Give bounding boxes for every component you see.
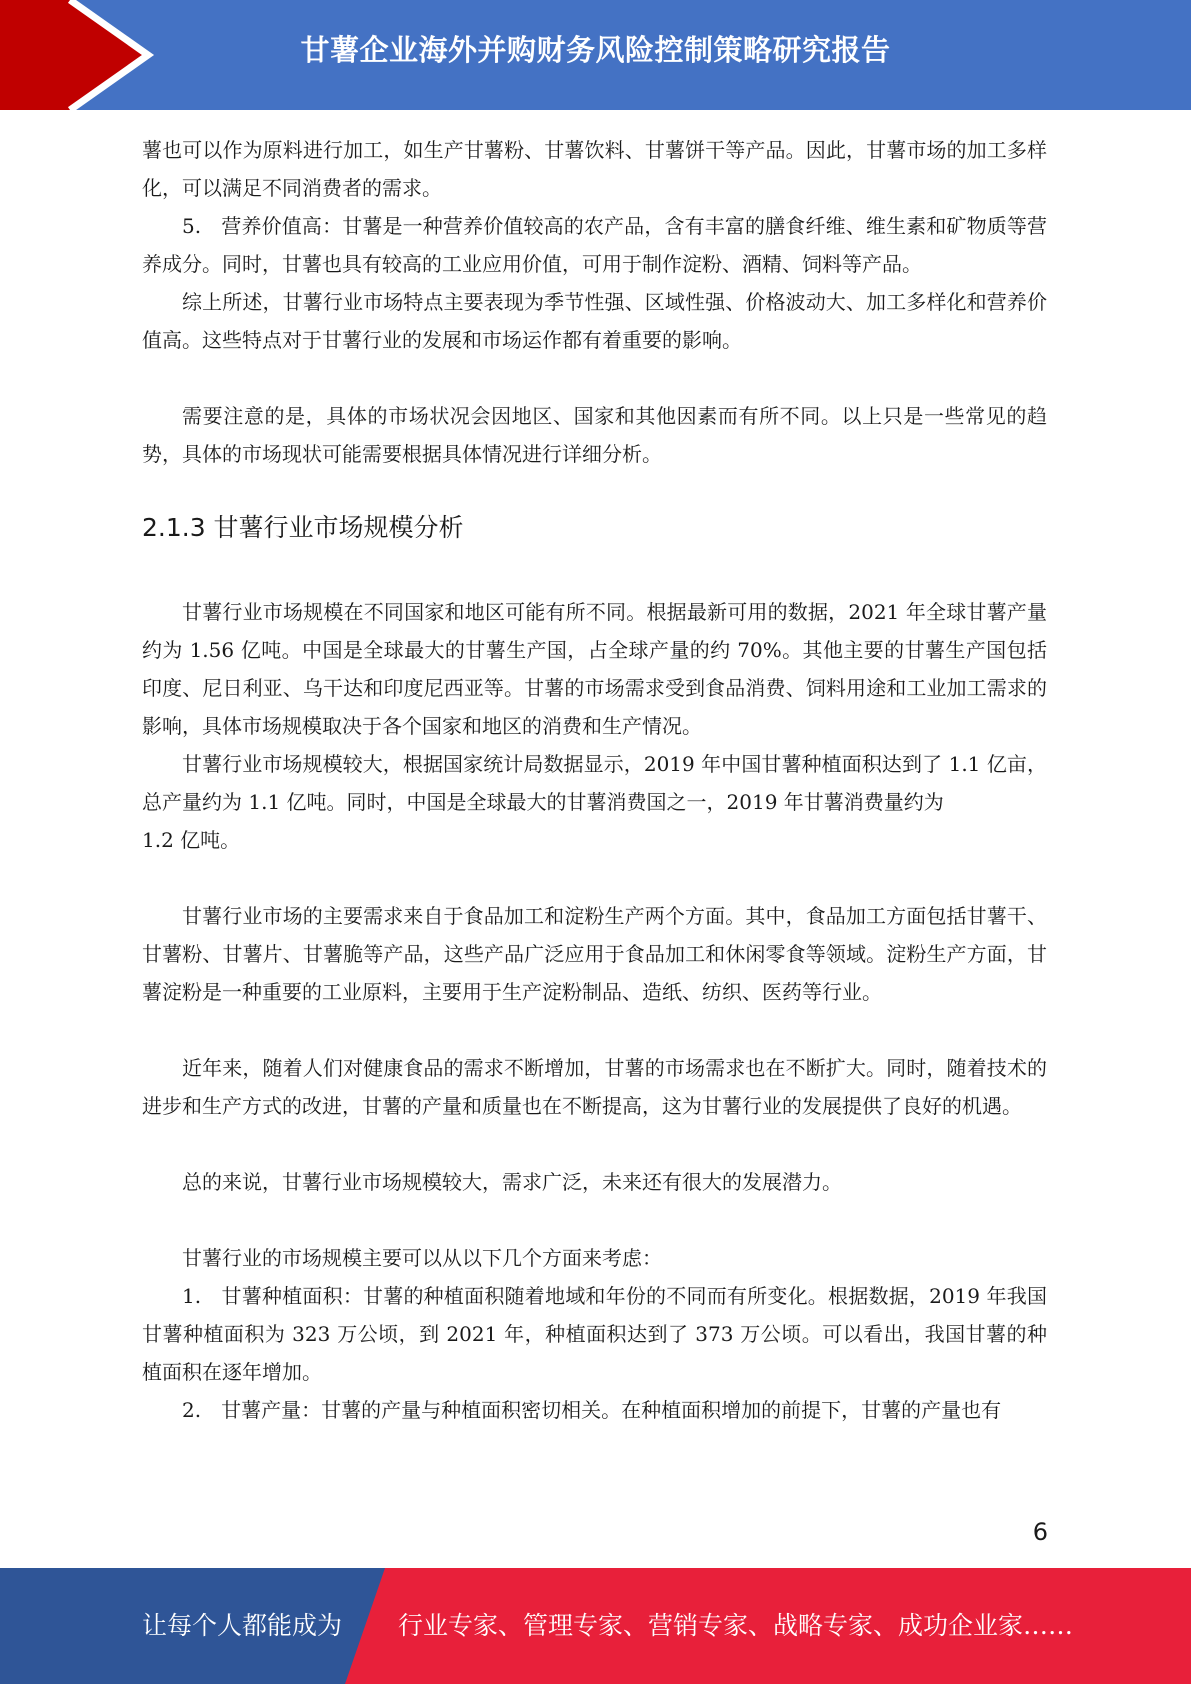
section-heading: 2.1.3 甘薯行业市场规模分析 bbox=[142, 513, 464, 542]
paragraph: 2. 甘薯产量：甘薯的产量与种植面积密切相关。在种植面积增加的前提下，甘薯的产量也有 bbox=[182, 1398, 1002, 1422]
page-content bbox=[142, 131, 1047, 1429]
paragraph: 5. 营养价值高：甘薯是一种营养价值较高的农产品，含有丰富的膳食纤维、维生素和矿物质等营养成分。同时，甘薯也具有较高的工业应用价值，可用于制作淀粉、酒精、饲料等产品。 bbox=[142, 214, 1047, 276]
page-footer bbox=[0, 1568, 1191, 1684]
paragraph: 1. 甘薯种植面积：甘薯的种植面积随着地域和年份的不同而有所变化。根据数据，2019 年我国甘薯种植面积为 323 万公顷，到 2021 年，种植面积达到了 373 万公顷。可以看出，我国甘薯的种植面积在逐年增加。 bbox=[142, 1284, 1047, 1384]
paragraph: 甘薯行业的市场规模主要可以从以下几个方面来考虑： bbox=[182, 1246, 662, 1270]
paragraph: 甘薯行业市场规模在不同国家和地区可能有所不同。根据最新可用的数据，2021 年全球甘薯产量约为 1.56 亿吨。中国是全球最大的甘薯生产国，占全球产量的约 70%。其他主要的甘薯生产国包括印度、尼日利亚、乌干达和印度尼西亚等。甘薯的市场需求受到食品消费、饲料用途和工业加工需求的影响，具体市场规模取决于各个国家和地区的消费和生产情况。 bbox=[142, 600, 1047, 738]
spacer bbox=[142, 859, 1047, 897]
paragraph: 薯也可以作为原料进行加工，如生产甘薯粉、甘薯饮料、甘薯饼干等产品。因此，甘薯市场的加工多样化，可以满足不同消费者的需求。 bbox=[142, 138, 1047, 200]
footer-slogan-right: 行业专家、管理专家、营销专家、战略专家、成功企业家…… bbox=[398, 1611, 1074, 1640]
paragraph: 1.2 亿吨。 bbox=[142, 828, 241, 852]
paragraph: 总的来说，甘薯行业市场规模较大，需求广泛，未来还有很大的发展潜力。 bbox=[182, 1170, 842, 1194]
header-corner-arrow bbox=[0, 0, 160, 110]
spacer bbox=[142, 1201, 1047, 1239]
paragraph: 综上所述，甘薯行业市场特点主要表现为季节性强、区域性强、价格波动大、加工多样化和营养价值高。这些特点对于甘薯行业的发展和市场运作都有着重要的影响。 bbox=[142, 290, 1047, 352]
page-header bbox=[0, 0, 1191, 110]
paragraph: 甘薯行业市场的主要需求来自于食品加工和淀粉生产两个方面。其中，食品加工方面包括甘薯干、甘薯粉、甘薯片、甘薯脆等产品，这些产品广泛应用于食品加工和休闲零食等领域。淀粉生产方面，甘薯淀粉是一种重要的工业原料，主要用于生产淀粉制品、造纸、纺织、医药等行业。 bbox=[142, 904, 1047, 1004]
paragraph: 需要注意的是，具体的市场状况会因地区、国家和其他因素而有所不同。以上只是一些常见的趋势，具体的市场现状可能需要根据具体情况进行详细分析。 bbox=[142, 404, 1047, 466]
paragraph: 近年来，随着人们对健康食品的需求不断增加，甘薯的市场需求也在不断扩大。同时，随着技术的进步和生产方式的改进，甘薯的产量和质量也在不断提高，这为甘薯行业的发展提供了良好的机遇。 bbox=[142, 1056, 1047, 1118]
paragraph: 甘薯行业市场规模较大，根据国家统计局数据显示，2019 年中国甘薯种植面积达到了 1.1 亿亩，总产量约为 1.1 亿吨。同时，中国是全球最大的甘薯消费国之一，2019 年甘薯消费量约为 bbox=[142, 752, 1047, 814]
spacer bbox=[142, 1011, 1047, 1049]
footer-slogan-left: 让每个人都能成为 bbox=[142, 1611, 343, 1640]
spacer bbox=[142, 359, 1047, 397]
report-title: 甘薯企业海外并购财务风险控制策略研究报告 bbox=[300, 33, 891, 67]
spacer bbox=[142, 1125, 1047, 1163]
page-number: 6 bbox=[1032, 1518, 1048, 1546]
